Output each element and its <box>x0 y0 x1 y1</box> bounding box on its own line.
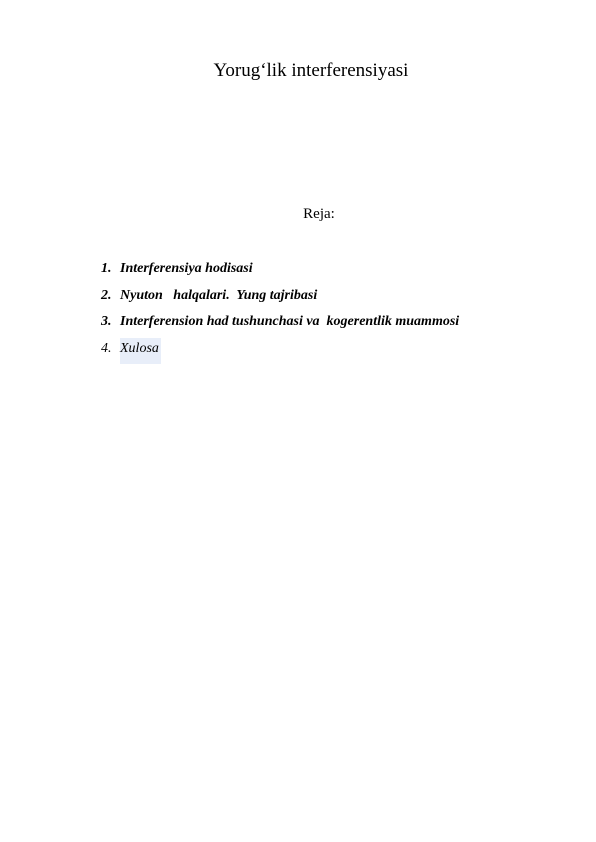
plan-item-text: Xulosa <box>120 338 161 365</box>
plan-item-text: Interferension had tushunchasi va kogerentlik muammosi <box>120 314 460 329</box>
plan-item-number: 2. <box>101 287 112 303</box>
plan-list <box>101 258 459 364</box>
document-title: Yorug‘lik interferensiyasi <box>213 60 409 81</box>
plan-heading: Reja: <box>303 206 335 222</box>
plan-item <box>101 311 459 338</box>
plan-item <box>101 285 459 312</box>
plan-item <box>101 258 459 285</box>
plan-item <box>101 338 459 365</box>
plan-item-number: 4. <box>101 340 112 356</box>
plan-item-number: 3. <box>101 314 112 329</box>
plan-item-number: 1. <box>101 261 112 276</box>
plan-item-text: Nyuton halqalari. Yung tajribasi <box>120 287 318 303</box>
plan-item-text: Interferensiya hodisasi <box>120 261 253 276</box>
